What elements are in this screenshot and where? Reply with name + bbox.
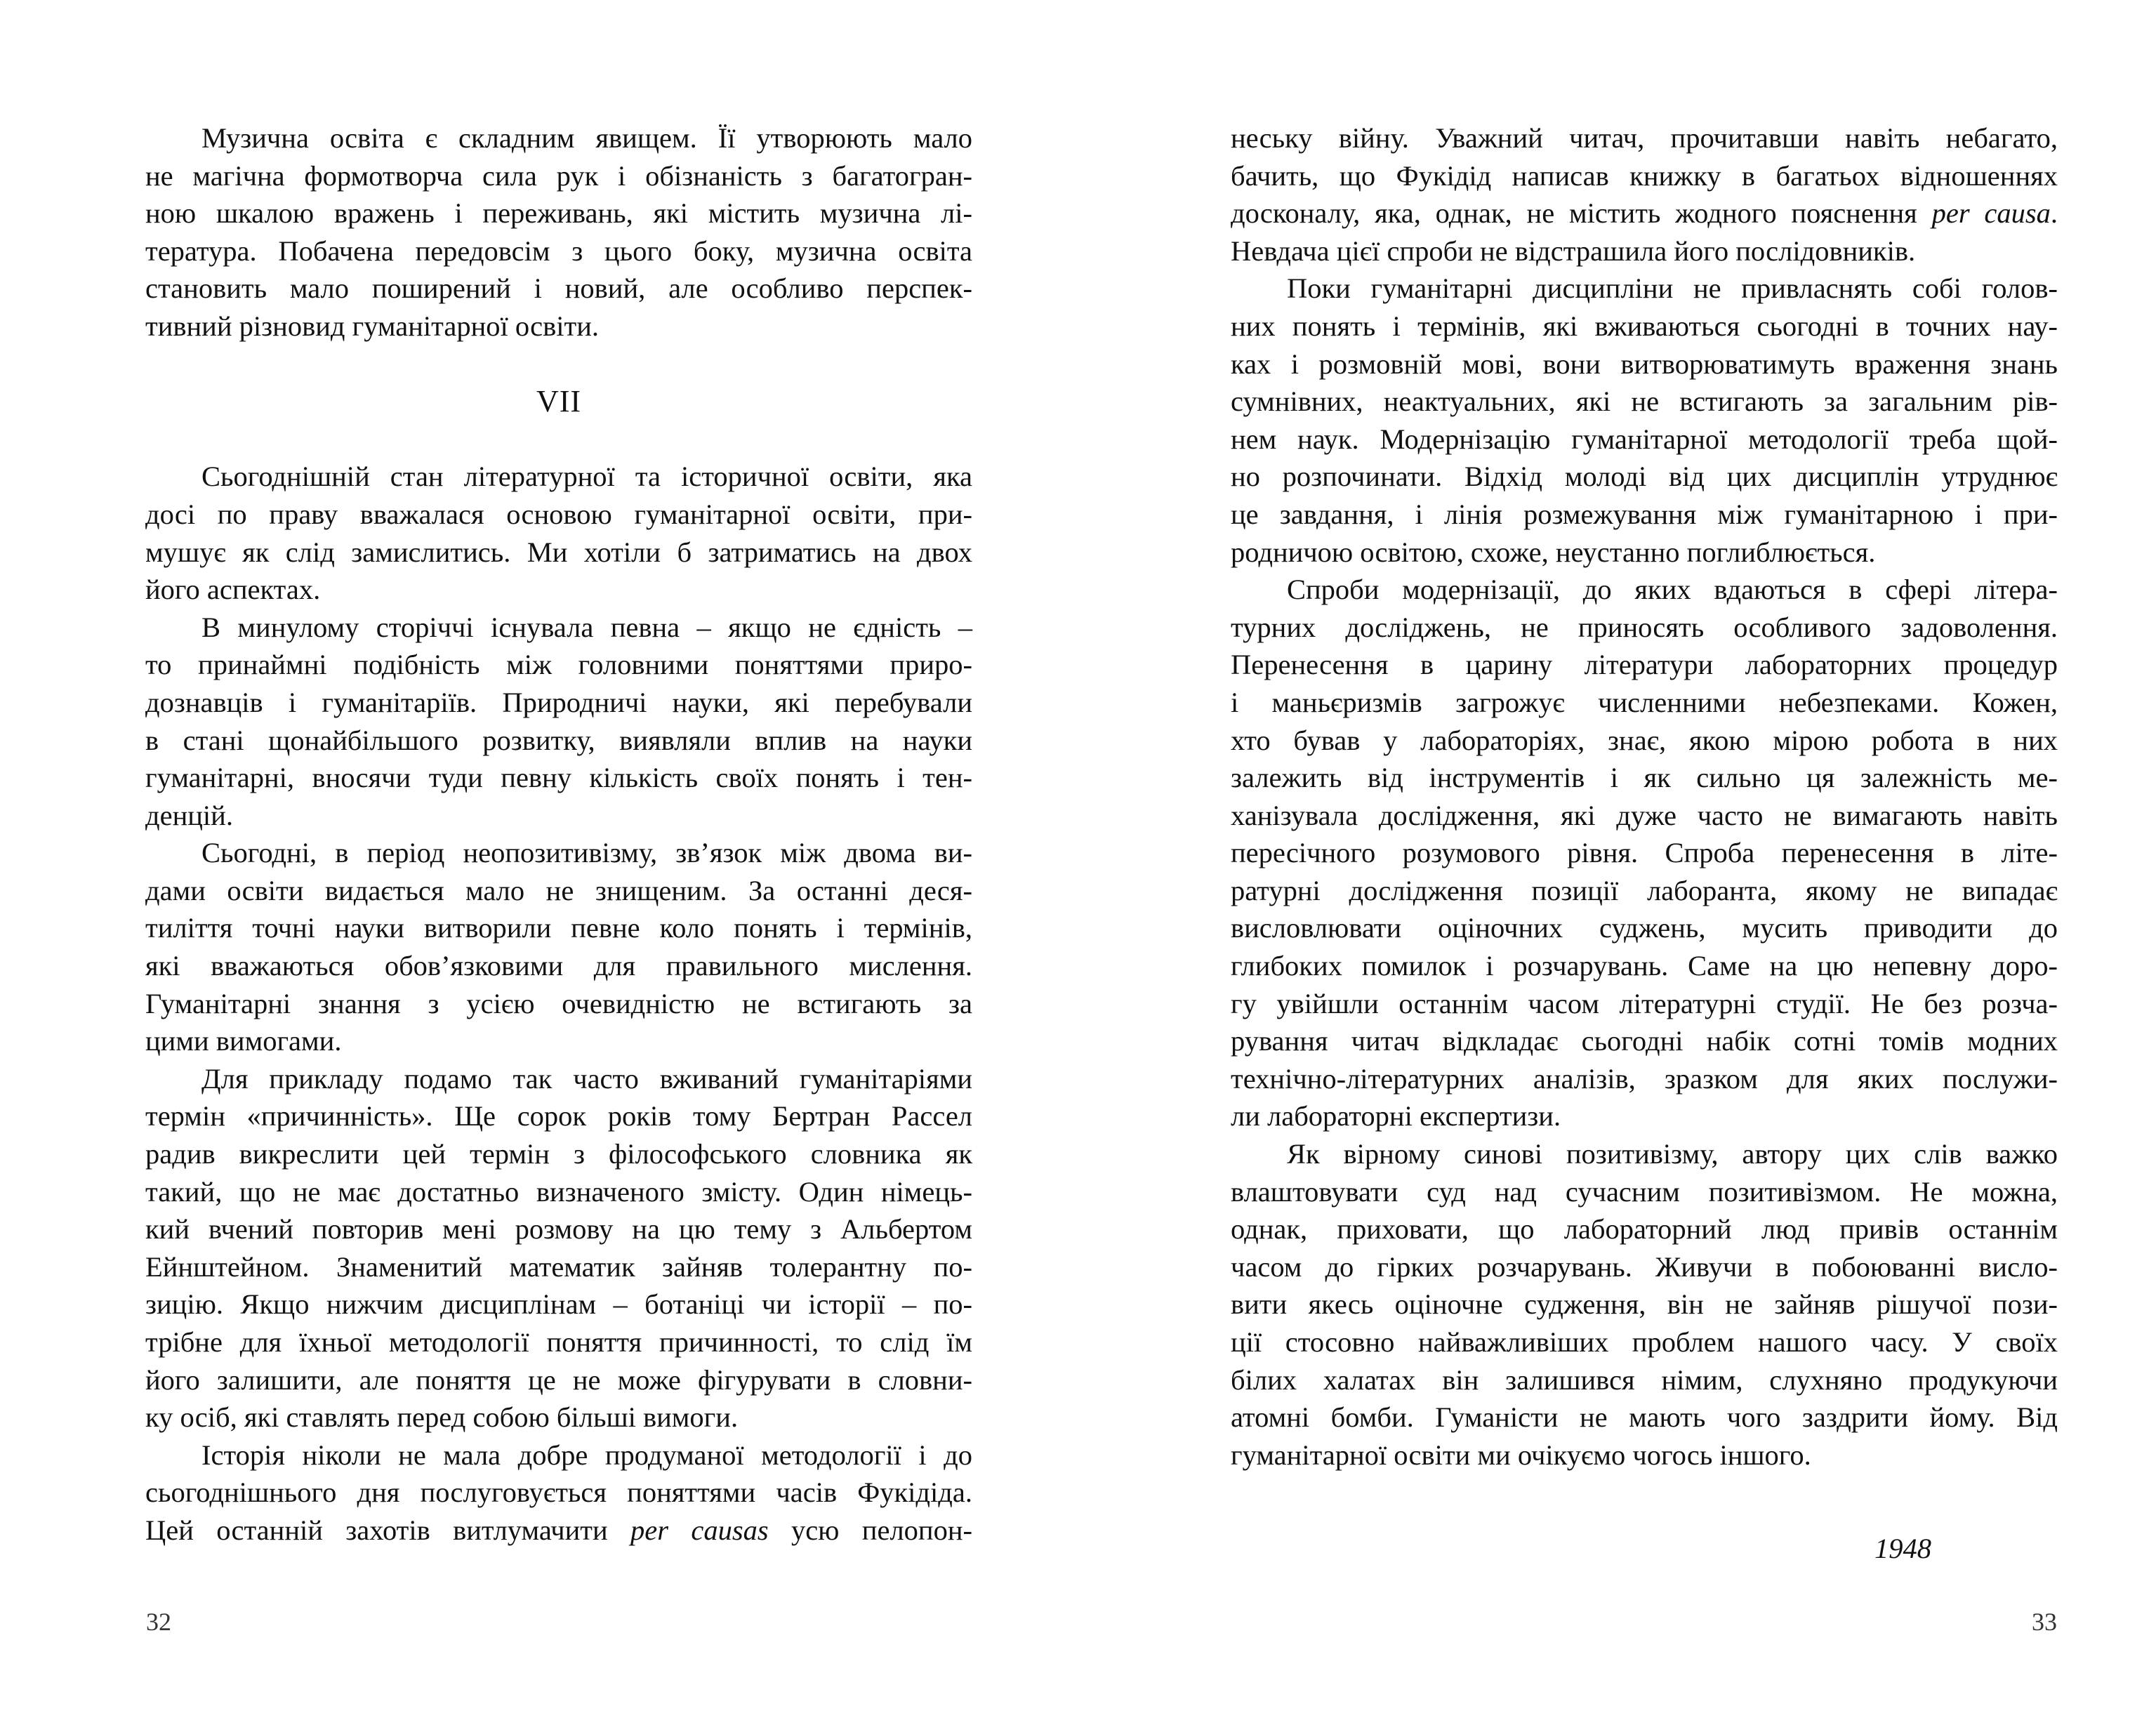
- section-heading: VII: [536, 384, 582, 419]
- text-line: атомні бомби. Гуманісти не мають чого заздрити йому. Від: [1231, 1401, 2058, 1434]
- text-line: рування читач відкладає сьогодні набік сотні томів модних: [1231, 1025, 2058, 1057]
- text-line: радив викреслити цей термін з філософського словника як: [145, 1138, 972, 1170]
- text-line: турних досліджень, не приносять особливого задоволення.: [1231, 611, 2058, 643]
- text-line: Сьогоднішній стан літературної та історичної освіти, яка: [201, 461, 972, 493]
- text-line: його аспектах.: [145, 574, 321, 606]
- text-line: залежить від інструментів і як сильно ця залежність ме-: [1231, 762, 2058, 794]
- text-line: часом до гірких розчарувань. Живучи в побоюванні вислo-: [1231, 1250, 2058, 1283]
- text-line: сумнівних, неактуальних, які не встигають за загальним рів-: [1231, 385, 2058, 418]
- text-line: хто бував у лабораторіях, знає, якою мірою робота в них: [1231, 724, 2058, 756]
- text-line: це завдання, і лінія розмежування між гуманітарною і при-: [1231, 498, 2058, 530]
- text-line: ли лабораторні експертизи.: [1231, 1100, 1561, 1132]
- text-line: Для прикладу подамо так часто вживаний гуманітаріями: [201, 1062, 972, 1095]
- text-fragment: .: [2050, 197, 2058, 230]
- text-line: Спроби модернізації, до яких вдаються в сфері літера-: [1287, 574, 2058, 606]
- text-line: Невдача цієї спроби не відстрашила його послідовників.: [1231, 234, 1916, 267]
- text-line: дами освіти видається мало не знищеним. За останні деся-: [145, 874, 972, 906]
- right-page: [1078, 0, 2156, 1725]
- text-line: тиліття точні науки витворили певне коло понять і термінів,: [145, 912, 972, 944]
- text-line: Історія ніколи не мала добре продуманої методології і до: [201, 1439, 972, 1471]
- text-line: зицію. Якщо нижчим дисциплінам – ботаніці чи історії – по-: [145, 1288, 972, 1321]
- text-line: [1231, 194, 2058, 232]
- page-number: 33: [2032, 1608, 2057, 1636]
- text-line: них понять і термінів, які вживаються сьогодні в точних нау-: [1231, 310, 2058, 342]
- text-line: термін «причинність». Ще сорок років тому Бертран Рассел: [145, 1100, 972, 1132]
- text-line: ку осіб, які ставлять перед собою більші вимоги.: [145, 1401, 739, 1434]
- text-line: гу увійшли останнім часом літературні студії. Не без розча-: [1231, 987, 2058, 1019]
- text-line: пересічного розумового рівня. Спроба перенесення в літе-: [1231, 837, 2058, 869]
- text-line: висловлювати оціночних суджень, мусить приводити до: [1231, 912, 2058, 944]
- text-line: гуманітарні, вносячи туди певну кількість своїх понять і тен-: [145, 762, 972, 794]
- text-line: ції стосовно найважливіших проблем нашого часу. У своїх: [1231, 1326, 2058, 1358]
- text-fragment: усю пелопон-: [791, 1514, 972, 1546]
- text-line: гуманітарної освіти ми очікуємо чогось іншого.: [1231, 1439, 1811, 1471]
- text-line: і маньєризмів загрожує численними небезпеками. Кожен,: [1231, 686, 2058, 718]
- right-page-text: [1231, 119, 2058, 1568]
- text-line: Як вірному синові позитивізму, автору цих слів важко: [1287, 1138, 2058, 1170]
- text-line: денцій.: [145, 799, 233, 831]
- text-line: які вважаються обов’язковими для правильного мислення.: [145, 950, 972, 982]
- text-line: влаштовувати суд над сучасним позитивізмом. Не можна,: [1231, 1175, 2058, 1208]
- text-line: тература. Побачена передовсім з цього боку, музична освіта: [145, 234, 972, 267]
- text-line: Перенесення в царину літератури лабораторних процедур: [1231, 649, 2058, 681]
- text-line: такий, що не має достатньо визначеного змісту. Один німець-: [145, 1175, 972, 1208]
- latin-phrase: per causa: [1931, 197, 2051, 230]
- spacer: [1231, 1474, 2058, 1530]
- page-number: 32: [146, 1608, 171, 1636]
- text-line: ханізувала дослідження, які дуже часто не вимагають навіть: [1231, 799, 2058, 831]
- text-line: цими вимогами.: [145, 1025, 342, 1057]
- text-line: тивний різновид гуманітарної освіти.: [145, 310, 600, 342]
- text-line: білих халатах він залишився німим, слухняно продукуючи: [1231, 1363, 2058, 1396]
- text-line: ратурні дослідження позиції лаборанта, якому не випадає: [1231, 874, 2058, 906]
- text-line: глибоких помилок і розчарувань. Саме на цю непевну доро-: [1231, 950, 2058, 982]
- text-line: однак, приховати, що лабораторний люд привів останнім: [1231, 1213, 2058, 1245]
- text-line: родничою освітою, схоже, неустанно поглиблюється.: [1231, 536, 1876, 568]
- spacer: [145, 421, 972, 458]
- text-line: його залишити, але поняття це не може фігурувати в словни-: [145, 1363, 972, 1396]
- text-line: в стані щонайбільшого розвитку, виявляли вплив на науки: [145, 724, 972, 756]
- text-line: трібне для їхньої методології поняття причинності, то слід їм: [145, 1326, 972, 1358]
- text-line: сьогоднішнього дня послуговується поняттями часів Фукідіда.: [145, 1476, 972, 1509]
- left-page-text: [145, 119, 972, 1549]
- text-line: Гуманітарні знання з усією очевидністю не встигають за: [145, 987, 972, 1019]
- text-line: досі по праву вважалася основою гуманітарної освіти, при-: [145, 498, 972, 530]
- text-line: Поки гуманітарні дисципліни не привласнять собі голов-: [1287, 272, 2058, 305]
- text-fragment: Цей останній захотів витлумачити: [145, 1514, 608, 1546]
- text-line: Музична освіта є складним явищем. Її утворюють мало: [201, 122, 972, 154]
- latin-phrase: per causas: [630, 1514, 769, 1546]
- text-line: В минулому сторіччі існувала певна – якщо не єдність –: [201, 611, 972, 643]
- text-line: технічно-літературних аналізів, зразком для яких послужи-: [1231, 1062, 2058, 1095]
- text-line: кий вчений повторив мені розмову на цю тему з Альбертом: [145, 1213, 972, 1245]
- text-line: Ейнштейном. Знаменитий математик зайняв толерантну по-: [145, 1250, 972, 1283]
- text-line: [145, 1512, 972, 1549]
- date-signature: 1948: [1874, 1533, 1931, 1565]
- text-line: неську війну. Уважний читач, прочитавши навіть небагато,: [1231, 122, 2058, 154]
- text-fragment: досконалу, яка, однак, не містить жодного пояснення: [1231, 197, 1917, 230]
- text-line: вити якесь оціночне судження, він не зайняв рішучої пози-: [1231, 1288, 2058, 1321]
- text-line: дознавців і гуманітаріїв. Природничі науки, які перебували: [145, 686, 972, 718]
- text-line: ках і розмовній мові, вони витворюватимуть враження знань: [1231, 348, 2058, 380]
- text-line: ною шкалою вражень і переживань, які містить музична лі-: [145, 197, 972, 230]
- text-line: становить мало поширений і новий, але особливо перспек-: [145, 272, 972, 305]
- text-line: нем наук. Модернізацію гуманітарної методології треба щой-: [1231, 423, 2058, 455]
- text-line: мушує як слід замислитись. Ми хотіли б затриматись на двох: [145, 536, 972, 568]
- text-line: Сьогодні, в період неопозитивізму, зв’язок між двома ви-: [201, 837, 972, 869]
- text-line: бачить, що Фукідід написав книжку в багатьох відношеннях: [1231, 159, 2058, 192]
- text-line: то принаймні подібність між головними поняттями приро-: [145, 649, 972, 681]
- text-line: не магічна формотворча сила рук і обізнаність з багатогран-: [145, 159, 972, 192]
- text-line: но розпочинати. Відхід молоді від цих дисциплін утруднює: [1231, 461, 2058, 493]
- spacer: [145, 345, 972, 383]
